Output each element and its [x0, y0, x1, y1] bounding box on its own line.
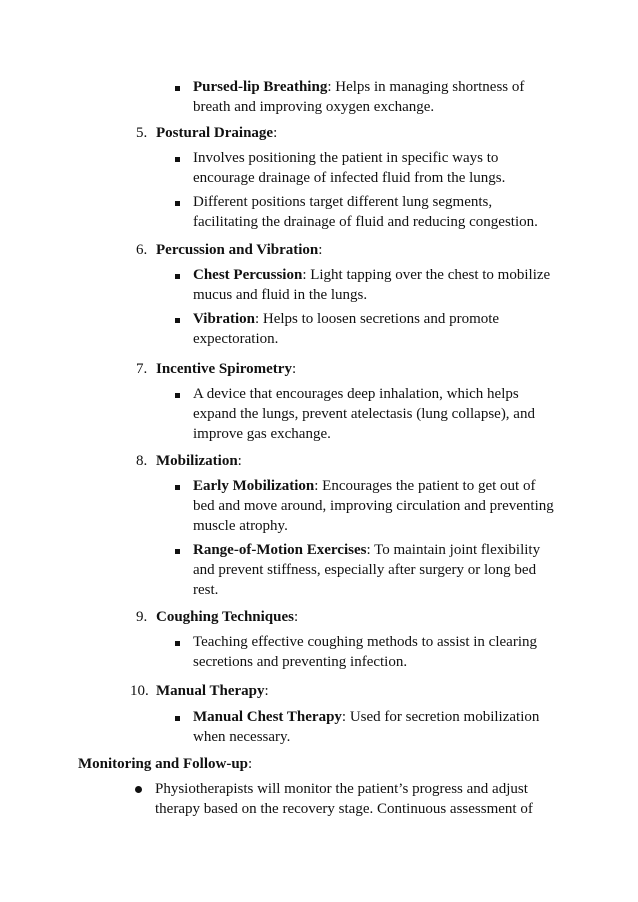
square-bullet-icon: [175, 274, 180, 279]
list-item: Different positions target different lung segments, facilitating the drainage of fluid and reducing congestion.: [193, 194, 538, 230]
round-bullet-icon: [135, 786, 142, 793]
list-item: Involves positioning the patient in specific ways to encourage drainage of infected fluid from the lungs.: [193, 150, 506, 186]
list-number: 8.: [136, 453, 148, 469]
square-bullet-icon: [175, 318, 180, 323]
list-number: 9.: [136, 609, 148, 625]
list-item: Physiotherapists will monitor the patient’s progress and adjust therapy based on the recovery stage. Continuous assessment of: [155, 781, 533, 817]
square-bullet-icon: [175, 393, 180, 398]
square-bullet-icon: [175, 716, 180, 721]
square-bullet-icon: [175, 86, 180, 91]
section-title: Manual Therapy:: [156, 683, 269, 699]
section-title: Incentive Spirometry:: [156, 361, 297, 377]
list-number: 5.: [136, 125, 148, 141]
section-title: Coughing Techniques:: [156, 609, 299, 625]
list-number: 7.: [136, 361, 148, 377]
list-item: Range-of-Motion Exercises: To maintain joint flexibility and prevent stiffness, especially after surgery or long bed rest.: [193, 542, 541, 598]
section-title: Percussion and Vibration:: [156, 242, 323, 258]
list-item: A device that encourages deep inhalation, which helps expand the lungs, prevent atelectasis (lung collapse), and improve gas exchange.: [193, 386, 535, 442]
list-item: Early Mobilization: Encourages the patient to get out of bed and move around, improving circulation and preventing muscle atrophy.: [193, 478, 554, 534]
list-item: Manual Chest Therapy: Used for secretion mobilization when necessary.: [193, 709, 540, 745]
section-title: Mobilization:: [156, 453, 242, 469]
list-item: Pursed-lip Breathing: Helps in managing shortness of breath and improving oxygen exchange.: [193, 79, 525, 115]
list-item: Vibration: Helps to loosen secretions and promote expectoration.: [193, 311, 500, 347]
square-bullet-icon: [175, 549, 180, 554]
square-bullet-icon: [175, 201, 180, 206]
square-bullet-icon: [175, 157, 180, 162]
list-item: Teaching effective coughing methods to assist in clearing secretions and preventing infection.: [193, 634, 537, 670]
section-heading: Monitoring and Follow-up:: [78, 756, 253, 772]
list-number: 10.: [130, 683, 149, 699]
square-bullet-icon: [175, 641, 180, 646]
section-title: Postural Drainage:: [156, 125, 278, 141]
square-bullet-icon: [175, 485, 180, 490]
list-number: 6.: [136, 242, 148, 258]
list-item: Chest Percussion: Light tapping over the chest to mobilize mucus and fluid in the lungs.: [193, 267, 551, 303]
